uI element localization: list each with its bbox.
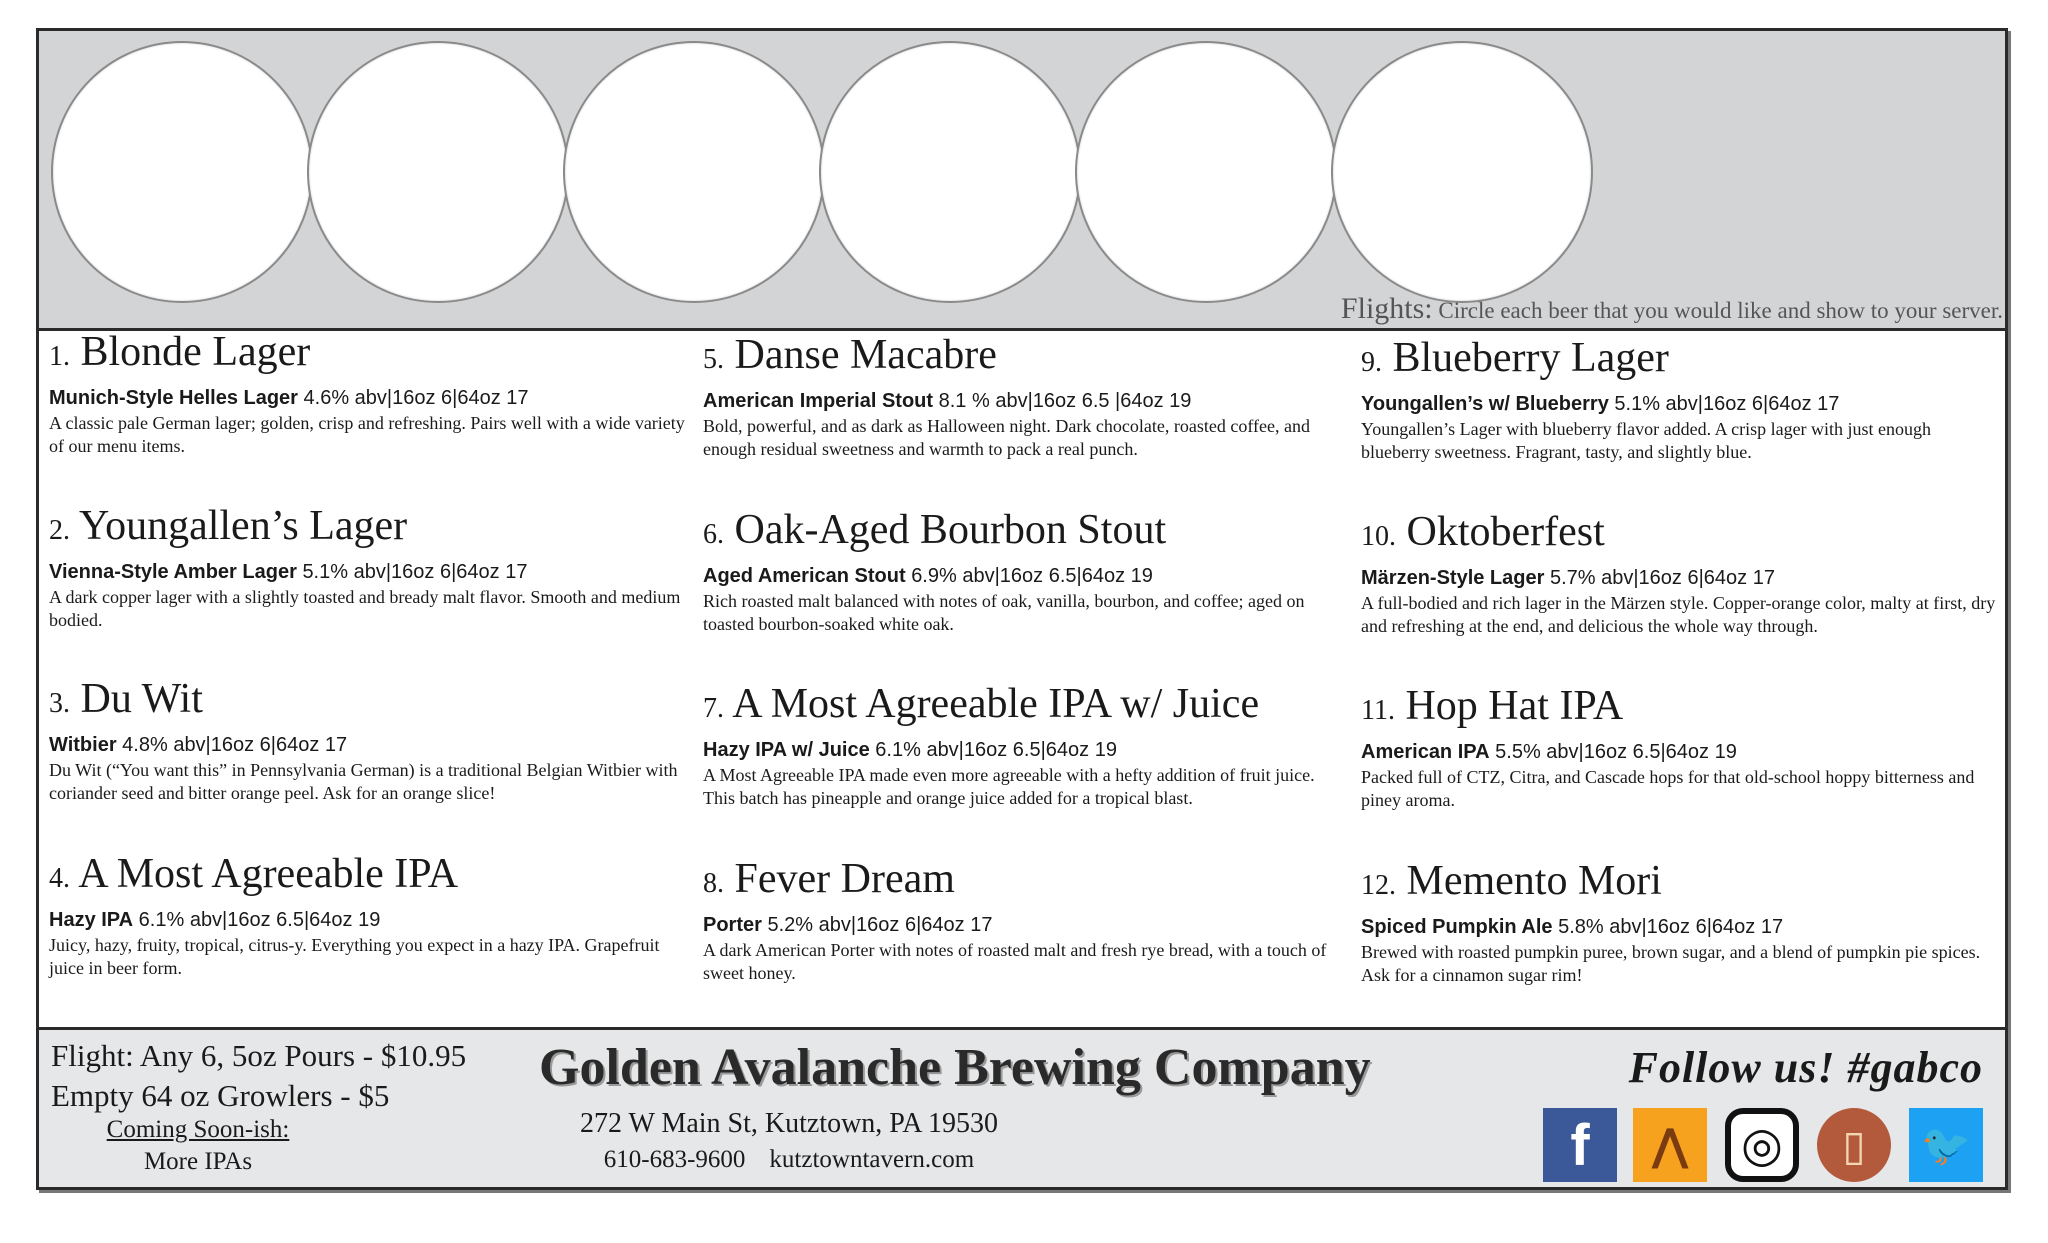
flights-instructions: Flights: Circle each beer that you would like and show to your server. [1340, 292, 2003, 325]
facebook-icon[interactable]: f [1543, 1108, 1617, 1182]
beer-style: Aged American Stout [703, 565, 906, 587]
beer-description: Bold, powerful, and as dark as Halloween night. Dark chocolate, roasted coffee, and enough residual sweetness and warmth to pack a real punch. [703, 416, 1310, 459]
beer-description: Du Wit (“You want this” in Pennsylvania German) is a traditional Belgian Witbier with coriander seed and bitter orange peel. Ask for an orange slice! [49, 760, 678, 803]
beer-item-5 [703, 332, 1343, 460]
beer-description: Brewed with roasted pumpkin puree, brown sugar, and a blend of pumpkin pie spices. Ask for a cinnamon sugar rim! [1361, 942, 1981, 985]
beer-info: 4.8% abv|16oz 6|64oz 17 [122, 734, 348, 756]
beer-title: 4. A Most Agreeable IPA [49, 851, 459, 897]
beer-title: 12. Memento Mori [1361, 858, 1662, 904]
beer-title: 3. Du Wit [49, 676, 203, 722]
footer-band [39, 1027, 2005, 1187]
beer-item-9 [1361, 335, 2001, 463]
beer-style: Hazy IPA [49, 909, 134, 931]
brewery-name: Golden Avalanche Brewing Company [539, 1039, 1371, 1096]
beer-info: 5.1% abv|16oz 6|64oz 17 [302, 561, 528, 583]
beer-style: Vienna-Style Amber Lager [49, 561, 297, 583]
beer-info: 5.7% abv|16oz 6|64oz 17 [1549, 567, 1775, 589]
beer-info: 4.6% abv|16oz 6|64oz 17 [303, 387, 529, 409]
beer-description: A classic pale German lager; golden, crisp and refreshing. Pairs well with a wide variety of our menu items. [49, 413, 685, 456]
beer-info: 6.1% abv|16oz 6.5|64oz 19 [875, 739, 1117, 761]
beer-description: A dark American Porter with notes of roasted malt and fresh rye bread, with a touch of sweet honey. [703, 940, 1327, 983]
website-link[interactable]: kutztowntavern.com [769, 1146, 975, 1173]
beer-info: 6.1% abv|16oz 6.5|64oz 19 [138, 909, 381, 931]
beer-item-6 [703, 507, 1343, 635]
beer-item-12 [1361, 858, 2001, 986]
growler-price: Empty 64 oz Growlers - $5 [51, 1078, 390, 1113]
flight-circle-4[interactable] [819, 41, 1081, 303]
beer-style: Youngallen’s w/ Blueberry [1361, 393, 1609, 415]
beer-item-4 [49, 851, 689, 979]
untappd-icon[interactable]: ⋀ [1633, 1108, 1707, 1182]
beer-style: Hazy IPA w/ Juice [703, 739, 870, 761]
flight-price: Flight: Any 6, 5oz Pours - $10.95 [51, 1038, 467, 1073]
coming-soon-heading: Coming Soon-ish: [106, 1116, 290, 1143]
coming-soon-item: More IPAs [143, 1148, 253, 1175]
beer-style: American Imperial Stout [703, 390, 934, 412]
beer-app-icon[interactable]: ▯ [1817, 1108, 1891, 1182]
beer-title: 8. Fever Dream [703, 856, 955, 902]
coming-soon [39, 1114, 357, 1178]
beer-info: 6.9% abv|16oz 6.5|64oz 19 [911, 565, 1153, 587]
beer-item-1 [49, 329, 689, 457]
beer-item-11 [1361, 683, 2001, 811]
twitter-icon[interactable]: 🐦 [1909, 1108, 1983, 1182]
beer-description: Packed full of CTZ, Citra, and Cascade hops for that old-school hoppy bitterness and piney aroma. [1361, 767, 1975, 810]
social-icons [1543, 1108, 1983, 1182]
beer-style: Spiced Pumpkin Ale [1361, 916, 1553, 938]
beer-style: Märzen-Style Lager [1361, 567, 1545, 589]
beer-item-7 [703, 681, 1343, 809]
beer-info: 8.1 % abv|16oz 6.5 |64oz 19 [938, 390, 1192, 412]
beer-description: Rich roasted malt balanced with notes of oak, vanilla, bourbon, and coffee; aged on toasted bourbon-soaked white oak. [703, 591, 1305, 634]
beer-style: American IPA [1361, 741, 1490, 763]
beer-title: 7. A Most Agreeable IPA w/ Juice [703, 681, 1260, 727]
beer-info: 5.2% abv|16oz 6|64oz 17 [767, 914, 993, 936]
beer-title: 10. Oktoberfest [1361, 509, 1605, 555]
brewery-address: 272 W Main St, Kutztown, PA 19530 [580, 1108, 998, 1139]
menu-frame [36, 28, 2008, 1190]
flight-circle-2[interactable] [307, 41, 569, 303]
follow-us-text: Follow us! #gabco [1628, 1043, 1983, 1092]
flight-circle-6[interactable] [1331, 41, 1593, 303]
price-list [51, 1036, 466, 1116]
phone-number: 610-683-9600 [603, 1146, 746, 1173]
beer-info: 5.5% abv|16oz 6.5|64oz 19 [1495, 741, 1737, 763]
instagram-icon[interactable]: ◎ [1725, 1108, 1799, 1182]
beer-title: 6. Oak-Aged Bourbon Stout [703, 507, 1167, 553]
flight-circle-3[interactable] [563, 41, 825, 303]
beer-info: 5.1% abv|16oz 6|64oz 17 [1614, 393, 1840, 415]
beer-description: A full-bodied and rich lager in the Märzen style. Copper-orange color, malty at first, dry and refreshing at the end, and delicious the whole way through. [1361, 593, 1996, 636]
beer-item-8 [703, 856, 1343, 984]
beer-item-10 [1361, 509, 2001, 637]
beer-style: Munich-Style Helles Lager [49, 387, 298, 409]
beer-description: Juicy, hazy, fruity, tropical, citrus-y. Everything you expect in a hazy IPA. Grapefruit juice in beer form. [49, 935, 660, 978]
beer-title: 5. Danse Macabre [703, 332, 997, 378]
beer-title: 9. Blueberry Lager [1361, 335, 1669, 381]
flight-circle-1[interactable] [51, 41, 313, 303]
beer-style: Witbier [49, 734, 117, 756]
beer-info: 5.8% abv|16oz 6|64oz 17 [1558, 916, 1784, 938]
flight-band [39, 31, 2005, 331]
flight-circle-5[interactable] [1075, 41, 1337, 303]
beer-item-3 [49, 676, 689, 804]
beer-item-2 [49, 503, 689, 631]
beer-description: A Most Agreeable IPA made even more agreeable with a hefty addition of fruit juice. This batch has pineapple and orange juice added for a tropical blast. [703, 765, 1315, 808]
beer-title: 1. Blonde Lager [49, 329, 311, 375]
beer-style: Porter [703, 914, 762, 936]
brewery-contact [539, 1144, 1039, 1176]
beer-title: 2. Youngallen’s Lager [49, 503, 408, 549]
beer-description: Youngallen’s Lager with blueberry flavor added. A crisp lager with just enough blueberry sweetness. Fragrant, tasty, and slightly blue. [1361, 419, 1932, 462]
beer-title: 11. Hop Hat IPA [1361, 683, 1624, 729]
beer-description: A dark copper lager with a slightly toasted and bready malt flavor. Smooth and medium bodied. [49, 587, 681, 630]
